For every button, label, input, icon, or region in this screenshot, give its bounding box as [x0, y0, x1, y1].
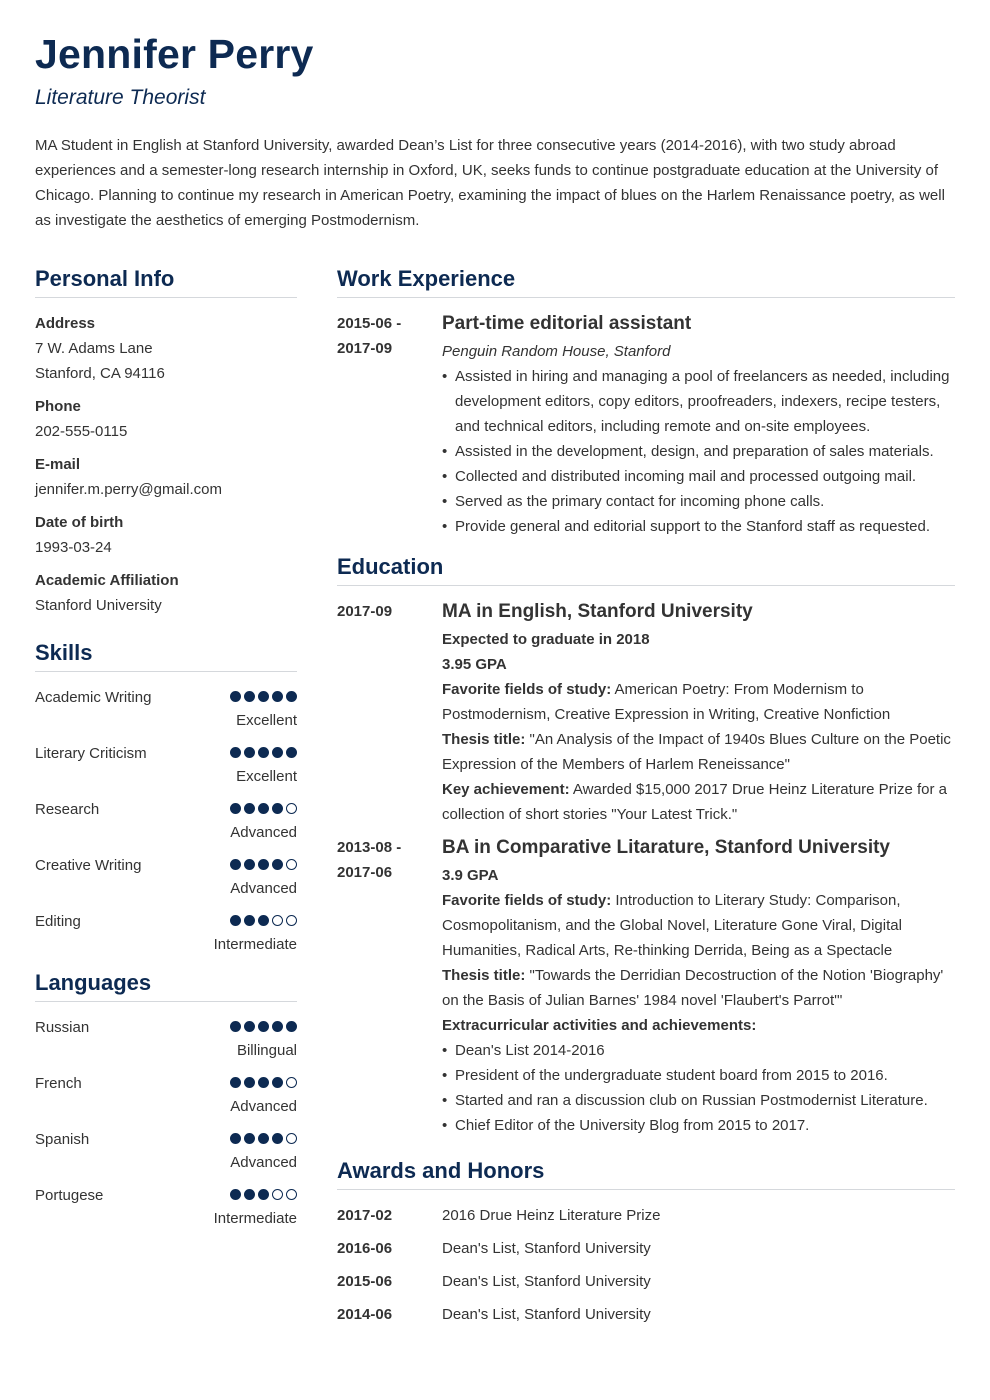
right-column: [337, 266, 955, 1335]
work-entry-body: [442, 311, 955, 539]
filled-dot-icon: [230, 1077, 241, 1088]
bullet-item: • Assisted in hiring and managing a pool of freelancers as needed, including development editors, copy editors, proofreaders, indexers, recipe testers, and technical editors, including remote and on-site employees.: [442, 364, 955, 439]
phone-value: 202-555-0115: [35, 423, 128, 440]
filled-dot-icon: [272, 691, 283, 702]
award-text: Dean's List, Stanford University: [442, 1273, 651, 1290]
award-text: Dean's List, Stanford University: [442, 1240, 651, 1257]
ma-achievement-value: Awarded $15,000 2017 Drue Heinz Literature Prize for a collection of short stories "Your Latest Trick.": [442, 781, 948, 823]
bullet-item: • Served as the primary contact for incoming phone calls.: [442, 489, 955, 514]
empty-dot-icon: [286, 1133, 297, 1144]
bullet-item: • Assisted in the development, design, and preparation of sales materials.: [442, 439, 955, 464]
bullet-item: • Dean's List 2014-2016: [442, 1038, 955, 1063]
rating-row: [35, 909, 297, 965]
work-entry-date: [337, 311, 442, 539]
awards-heading: Awards and Honors: [337, 1158, 955, 1190]
address-line-1: 7 W. Adams Lane: [35, 340, 153, 357]
rating-level: Excellent: [236, 712, 297, 729]
email-label: E-mail: [35, 456, 81, 473]
ma-expected: Expected to graduate in 2018: [442, 631, 650, 648]
languages-list: [35, 1015, 297, 1239]
empty-dot-icon: [286, 859, 297, 870]
personal-info-heading: Personal Info: [35, 266, 297, 298]
rating-level: Advanced: [230, 1154, 297, 1171]
filled-dot-icon: [244, 1077, 255, 1088]
award-row: [337, 1269, 955, 1302]
ma-body: [442, 599, 955, 827]
filled-dot-icon: [244, 1021, 255, 1032]
filled-dot-icon: [258, 1133, 269, 1144]
rating-dots: [230, 915, 297, 926]
affiliation-value: Stanford University: [35, 597, 162, 614]
rating-row: [35, 1127, 297, 1183]
bullet-item: • Collected and distributed incoming mail and processed outgoing mail.: [442, 464, 955, 489]
address-label: Address: [35, 315, 96, 332]
rating-name: Research: [35, 801, 100, 818]
rating-row: [35, 1015, 297, 1071]
education-entry-ma: [337, 599, 955, 827]
rating-row: [35, 1071, 297, 1127]
bullet-item: • President of the undergraduate student board from 2015 to 2016.: [442, 1063, 955, 1088]
award-row: [337, 1302, 955, 1335]
empty-dot-icon: [286, 915, 297, 926]
filled-dot-icon: [258, 803, 269, 814]
rating-dots: [230, 803, 297, 814]
bullet-item: • Provide general and editorial support to the Stanford staff as requested.: [442, 514, 955, 539]
ba-body: [442, 835, 955, 1138]
filled-dot-icon: [244, 803, 255, 814]
empty-dot-icon: [272, 1189, 283, 1200]
profile-summary: MA Student in English at Stanford University, awarded Dean’s List for three consecutive years (2014-2016), with two study abroad experiences and a semester-long research internship in Oxford, UK, seeks funds to continue postgraduate education at the University of Chicago. Planning to continue my research in American Poetry, examining the impact of blues on the Harlem Renaissance poetry, as well as investigate the aesthetics of emerging Postmodernism.: [35, 137, 945, 229]
filled-dot-icon: [272, 747, 283, 758]
ba-fields: [442, 888, 955, 963]
award-date: 2014-06: [337, 1306, 393, 1323]
ba-title: BA in Comparative Litarature, Stanford University: [442, 837, 891, 858]
filled-dot-icon: [286, 1021, 297, 1032]
personal-info-section: [35, 311, 297, 618]
skills-heading: Skills: [35, 640, 297, 672]
filled-dot-icon: [286, 691, 297, 702]
rating-level: Advanced: [230, 1098, 297, 1115]
ma-achievement: [442, 777, 955, 827]
ma-achievement-label: Key achievement:: [442, 781, 570, 798]
job-bullets: [442, 364, 955, 539]
rating-level: Advanced: [230, 824, 297, 841]
rating-dots: [230, 1077, 297, 1088]
filled-dot-icon: [244, 915, 255, 926]
filled-dot-icon: [258, 691, 269, 702]
work-date-end: 2017-09: [337, 340, 393, 357]
job-title: Part-time editorial assistant: [442, 313, 692, 334]
rating-level: Intermediate: [213, 936, 297, 953]
left-column: [35, 266, 297, 1239]
filled-dot-icon: [272, 859, 283, 870]
rating-row: [35, 853, 297, 909]
ba-date-start: 2013-08 -: [337, 839, 402, 856]
ma-date: 2017-09: [337, 603, 393, 620]
dob-label: Date of birth: [35, 514, 124, 531]
filled-dot-icon: [258, 1021, 269, 1032]
ba-date-end: 2017-06: [337, 864, 393, 881]
education-heading: Education: [337, 554, 955, 586]
ma-fields-label: Favorite fields of study:: [442, 681, 612, 698]
rating-row: [35, 741, 297, 797]
dob-value: 1993-03-24: [35, 539, 112, 556]
filled-dot-icon: [272, 803, 283, 814]
filled-dot-icon: [230, 859, 241, 870]
filled-dot-icon: [230, 747, 241, 758]
ba-fields-value: Introduction to Literary Study: Comparison, Cosmopolitanism, and the Global Novel, Literature Gone Viral, Digital Humanities, Radical Arts, Re-thinking Derrida, Being as a Spectacle: [442, 892, 902, 959]
work-experience-heading: Work Experience: [337, 266, 955, 298]
skills-list: [35, 685, 297, 965]
affiliation-label: Academic Affiliation: [35, 572, 179, 589]
awards-list: [337, 1203, 955, 1335]
rating-name: Spanish: [35, 1131, 90, 1148]
rating-name: Russian: [35, 1019, 90, 1036]
work-entry: [337, 311, 955, 539]
ma-title: MA in English, Stanford University: [442, 601, 753, 622]
rating-level: Excellent: [236, 768, 297, 785]
ba-thesis-value: "Towards the Derridian Decostruction of the Notion 'Biography' on the Basis of Julian Barnes' 1984 novel 'Flaubert's Parrot'": [442, 967, 944, 1009]
rating-dots: [230, 1021, 297, 1032]
ma-thesis-value: "An Analysis of the Impact of 1940s Blues Culture on the Poetic Expression of the Members of Harlem Reneissance": [442, 731, 951, 773]
ma-thesis: [442, 727, 955, 777]
rating-name: French: [35, 1075, 82, 1092]
filled-dot-icon: [230, 803, 241, 814]
ba-date: [337, 835, 442, 1138]
filled-dot-icon: [230, 1189, 241, 1200]
rating-dots: [230, 1189, 297, 1200]
bullet-item: • Chief Editor of the University Blog from 2015 to 2017.: [442, 1113, 955, 1138]
ma-fields: [442, 677, 955, 727]
filled-dot-icon: [286, 747, 297, 758]
ba-thesis-label: Thesis title:: [442, 967, 526, 984]
empty-dot-icon: [286, 1077, 297, 1088]
phone-label: Phone: [35, 398, 81, 415]
filled-dot-icon: [244, 747, 255, 758]
rating-dots: [230, 859, 297, 870]
ma-thesis-label: Thesis title:: [442, 731, 526, 748]
filled-dot-icon: [258, 859, 269, 870]
rating-row: [35, 685, 297, 741]
work-date-start: 2015-06 -: [337, 315, 402, 332]
ba-bullets: [442, 1038, 955, 1138]
award-date: 2017-02: [337, 1207, 393, 1224]
rating-level: Billingual: [236, 1042, 297, 1059]
filled-dot-icon: [244, 859, 255, 870]
rating-row: [35, 797, 297, 853]
rating-level: Advanced: [230, 880, 297, 897]
award-text: 2016 Drue Heinz Literature Prize: [442, 1207, 661, 1224]
filled-dot-icon: [230, 691, 241, 702]
award-date: 2016-06: [337, 1240, 393, 1257]
ba-thesis: [442, 963, 955, 1013]
award-text: Dean's List, Stanford University: [442, 1306, 651, 1323]
filled-dot-icon: [258, 1189, 269, 1200]
filled-dot-icon: [258, 915, 269, 926]
filled-dot-icon: [272, 1133, 283, 1144]
address-line-2: Stanford, CA 94116: [35, 365, 165, 382]
rating-dots: [230, 747, 297, 758]
rating-name: Literary Criticism: [35, 745, 147, 762]
rating-name: Editing: [35, 913, 81, 930]
rating-dots: [230, 1133, 297, 1144]
filled-dot-icon: [230, 915, 241, 926]
ba-extra-label: Extracurricular activities and achievements:: [442, 1017, 757, 1034]
filled-dot-icon: [244, 1133, 255, 1144]
rating-row: [35, 1183, 297, 1239]
filled-dot-icon: [230, 1133, 241, 1144]
award-row: [337, 1203, 955, 1236]
filled-dot-icon: [258, 747, 269, 758]
bullet-item: • Started and ran a discussion club on Russian Postmodernist Literature.: [442, 1088, 955, 1113]
rating-level: Intermediate: [213, 1210, 297, 1227]
award-date: 2015-06: [337, 1273, 393, 1290]
languages-heading: Languages: [35, 970, 297, 1002]
education-entry-ba: [337, 835, 955, 1138]
filled-dot-icon: [230, 1021, 241, 1032]
rating-name: Creative Writing: [35, 857, 142, 874]
ba-gpa: 3.9 GPA: [442, 867, 499, 884]
ba-fields-label: Favorite fields of study:: [442, 892, 612, 909]
filled-dot-icon: [258, 1077, 269, 1088]
email-value: jennifer.m.perry@gmail.com: [35, 481, 222, 498]
filled-dot-icon: [244, 1189, 255, 1200]
award-row: [337, 1236, 955, 1269]
empty-dot-icon: [286, 1189, 297, 1200]
address-value: [35, 336, 297, 386]
rating-name: Portugese: [35, 1187, 104, 1204]
candidate-name: Jennifer Perry: [35, 31, 314, 77]
rating-name: Academic Writing: [35, 689, 152, 706]
filled-dot-icon: [272, 1021, 283, 1032]
rating-dots: [230, 691, 297, 702]
filled-dot-icon: [272, 1077, 283, 1088]
filled-dot-icon: [244, 691, 255, 702]
job-company: Penguin Random House, Stanford: [442, 343, 671, 360]
empty-dot-icon: [286, 803, 297, 814]
empty-dot-icon: [272, 915, 283, 926]
ma-gpa: 3.95 GPA: [442, 656, 507, 673]
candidate-title: Literature Theorist: [35, 86, 206, 109]
ma-fields-value: American Poetry: From Modernism to Postmodernism, Creative Expression in Writing, Creative Nonfiction: [442, 681, 891, 723]
